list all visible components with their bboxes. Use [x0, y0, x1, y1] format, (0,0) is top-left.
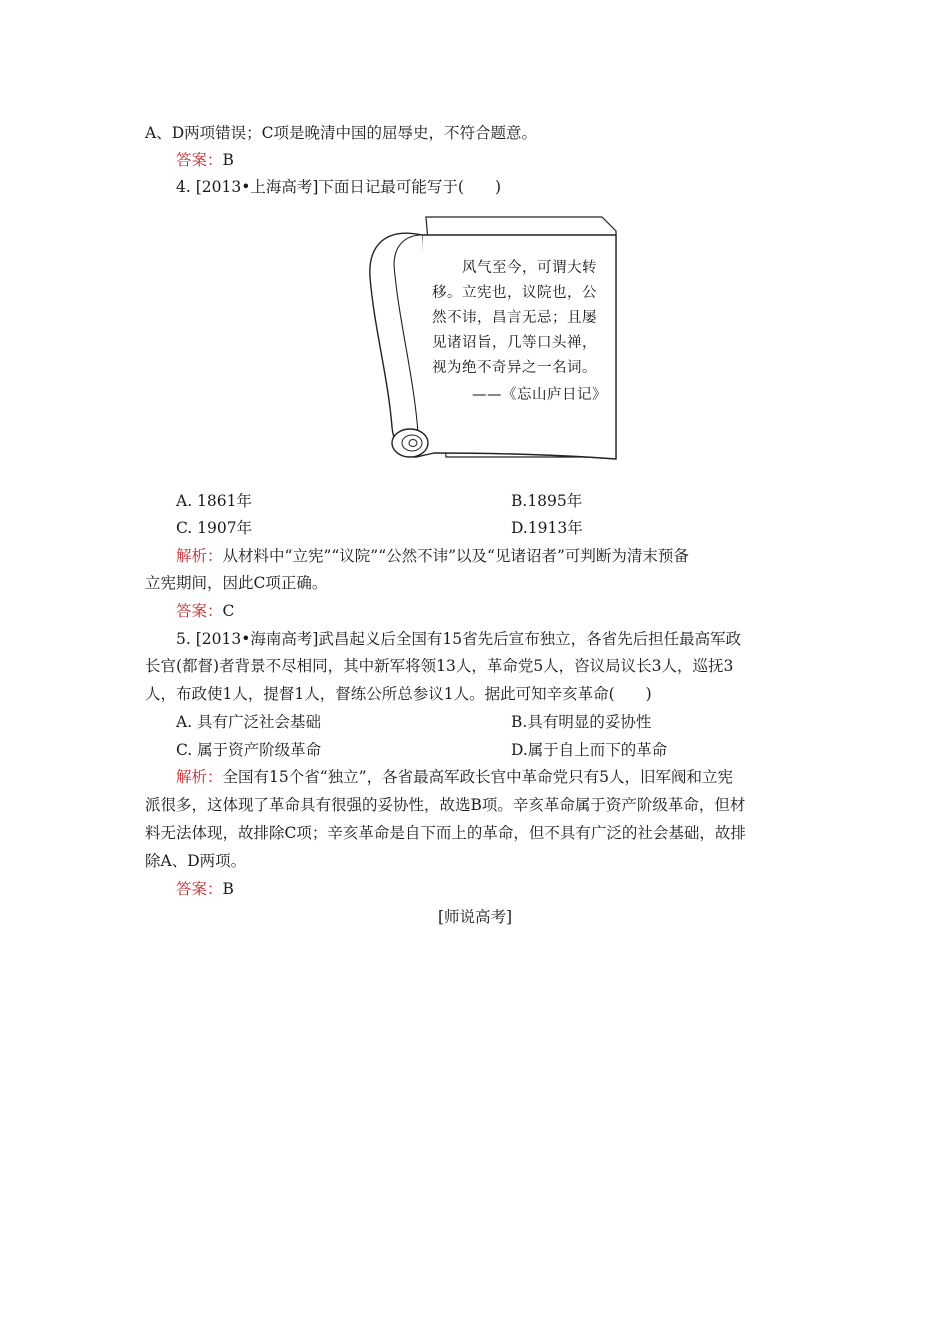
q5-analysis-line2: 派很多，这体现了革命具有很强的妥协性，故选B项。辛亥革命属于资产阶级革命，但材	[145, 796, 746, 814]
q5-option-b: B.具有明显的妥协性	[511, 713, 652, 731]
q5-analysis-line4: 除A、D两项。	[145, 852, 247, 870]
diary-text-block	[432, 256, 607, 408]
q4-analysis-line2: 立宪期间，因此C项正确。	[145, 574, 328, 592]
q4-analysis-line1	[176, 545, 689, 567]
q5-stem-line3: 人，布政使1人，提督1人，督练公所总参议1人。据此可知辛亥革命( )	[145, 685, 652, 703]
section-heading: [师说高考]	[437, 908, 513, 926]
q5-stem-line2: 长官(都督)者背景不尽相同，其中新军将领13人，革命党5人，咨议局议长3人，巡抚3	[145, 657, 734, 675]
q4-answer	[176, 600, 234, 622]
q4-option-b: B.1895年	[511, 492, 583, 510]
q5-option-c: C. 属于资产阶级革命	[176, 741, 322, 759]
analysis-text: 从材料中“立宪”“议院”“公然不讳”以及“见诸诏者”可判断为清末预备	[222, 547, 689, 565]
analysis-label: 解析：	[176, 768, 223, 786]
diary-source: ——《忘山庐日记》	[472, 387, 607, 403]
analysis-text: 全国有15个省“独立”，各省最高军政长官中革命党只有5人，旧军阀和立宪	[222, 768, 733, 786]
q4-option-c: C. 1907年	[176, 519, 253, 537]
q4-option-d: D.1913年	[511, 519, 583, 537]
answer-label: 答案：	[176, 880, 223, 898]
q5-option-a: A. 具有广泛社会基础	[176, 713, 322, 731]
answer-label: 答案：	[176, 151, 223, 169]
q4-stem: 4. [2013•上海高考]下面日记最可能写于( )	[176, 178, 501, 196]
analysis-label: 解析：	[176, 547, 223, 565]
q4-option-a: A. 1861年	[176, 492, 252, 510]
q5-stem-line1: 5. [2013•海南高考]武昌起义后全国有15省先后宣布独立，各省先后担任最高军政	[176, 630, 742, 648]
answer-value: B	[222, 151, 234, 169]
q3-answer	[176, 149, 234, 171]
answer-label: 答案：	[176, 602, 223, 620]
q5-analysis-line3: 料无法体现，故排除C项；辛亥革命是自下而上的革命，但不具有广泛的社会基础，故排	[145, 824, 746, 842]
prev-analysis-tail: A、D两项错误；C项是晚清中国的屈辱史，不符合题意。	[145, 124, 537, 142]
q5-answer	[176, 878, 234, 900]
q5-analysis-line1	[176, 766, 733, 788]
diary-text: 风气至今，可谓大转移。立宪也，议院也，公然不讳，昌言无忌；且屡见诸诏旨，几等口头禅，视为绝不奇异之一名词。	[432, 260, 597, 376]
answer-value: B	[222, 880, 234, 898]
q5-option-d: D.属于自上而下的革命	[511, 741, 668, 759]
answer-value: C	[222, 602, 235, 620]
